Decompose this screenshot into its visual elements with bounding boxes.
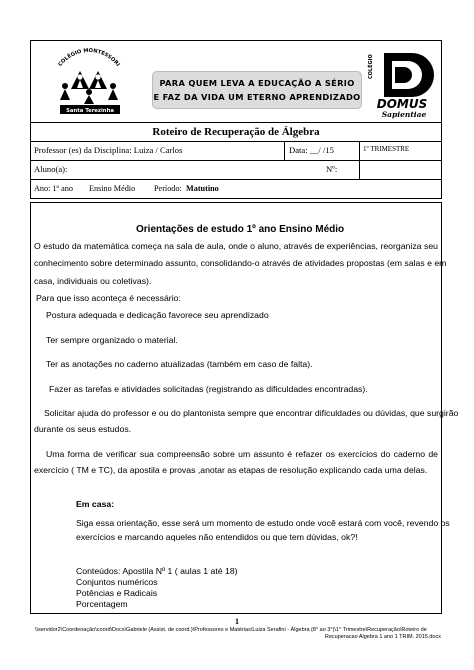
intro-line-3: casa, individuais ou coletivas).: [34, 276, 152, 286]
footer-path-line-1: \\servidor2\Coordenação\coord\Docs\Gabriele (Assist. de coord.)\Professores e Matérias\Luiza Serafini - Álgebra (8° ao 3°)\1° Trimestre\Recuperação\Roteiro de: [35, 627, 427, 633]
document-title: Roteiro de Recuperação de Álgebra: [152, 126, 320, 138]
footer-path-line-2: Recuperacao Algebra 1 ano 1 TRIM. 2015.docx: [324, 634, 441, 640]
montessori-logo: [38, 43, 140, 117]
logo-figures-icon: [60, 71, 118, 104]
period-label: Período:: [154, 184, 182, 193]
student-row: [31, 161, 441, 180]
needed-line: Para que isso aconteça é necessário:: [36, 293, 181, 303]
topic-sets: Conjuntos numéricos: [76, 577, 158, 587]
item-tasks: Fazer as tarefas e atividades solicitadas (registrando as dificuldades encontradas).: [49, 384, 368, 394]
item-help-line-2: durante os seus estudos.: [34, 424, 132, 434]
domus-logo: [364, 49, 436, 119]
number-label: Nº:: [326, 164, 338, 174]
slogan-line-1: PARA QUEM LEVA A EDUCAÇÃO A SÉRIO: [159, 78, 355, 88]
topic-powers: Potências e Radicais: [76, 588, 158, 598]
intro-line-2: conhecimento sobre determinado assunto, consolidando-o através de atividades propostas (em salas e em: [34, 258, 447, 268]
title-row: [31, 123, 441, 142]
verify-line-1: Uma forma de verificar sua compreensão sobre um assunto é refazer os exercícios do caderno de: [46, 449, 438, 459]
logo-arc-text: COLÉGIO MONTESSORI: [57, 47, 121, 68]
info-table: [30, 123, 442, 199]
trimester-label: 1º TRIMESTRE: [363, 145, 410, 153]
period-value: Matutino: [186, 184, 219, 193]
domus-subtitle: Sapientiae: [381, 110, 427, 119]
topic-percentage: Porcentagem: [76, 599, 128, 609]
home-title: Em casa:: [76, 499, 115, 509]
contents-title: Conteúdos: Apostila Nº 1 ( aulas 1 até 18): [76, 566, 238, 576]
student-label: Aluno(a):: [34, 164, 68, 174]
level-label: Ensino Médio: [89, 184, 136, 193]
intro-line-1: O estudo da matemática começa na sala de aula, onde o aluno, através de experiências, reorganiza seu: [34, 241, 438, 251]
home-line-1: Siga essa orientação, esse será um momento de estudo onde você estará com você, revendo os: [76, 518, 450, 528]
item-notes: Ter as anotações no caderno atualizadas (também em caso de falta).: [46, 359, 313, 369]
verify-line-2: exercício ( TM e TC), da apostila e provas ,anotar as etapas de resolução explicando cada uma delas.: [34, 465, 428, 475]
slogan-banner: [152, 71, 362, 109]
domus-name: DOMUS: [376, 97, 428, 111]
class-row: [31, 180, 441, 199]
teacher-row: [31, 142, 441, 161]
home-line-2: exercícios e marcando aqueles não entendidos ou que tem dúvidas, ok?!: [76, 532, 358, 542]
page-number: 1: [235, 617, 239, 626]
slogan-line-2: E FAZ DA VIDA UM ETERNO APRENDIZADO: [153, 92, 361, 102]
item-organized: Ter sempre organizado o material.: [46, 335, 178, 345]
logo-banner-text: Santa Terezinha: [66, 108, 114, 114]
domus-small-text: COLÉGIO: [368, 54, 374, 79]
item-posture: Postura adequada e dedicação favorece seu aprendizado: [46, 310, 269, 320]
teacher-label: Professor (es) da Disciplina: Luiza / Carlos: [34, 145, 183, 155]
date-label: Data: __/ /15: [289, 145, 334, 155]
content-heading: Orientações de estudo 1º ano Ensino Médio: [136, 224, 345, 235]
year-label: Ano: 1º ano: [34, 184, 73, 193]
item-help-line-1: Solicitar ajuda do professor e ou do plantonista sempre que encontrar dificuldades ou dúvidas, que surgirão: [44, 408, 459, 418]
